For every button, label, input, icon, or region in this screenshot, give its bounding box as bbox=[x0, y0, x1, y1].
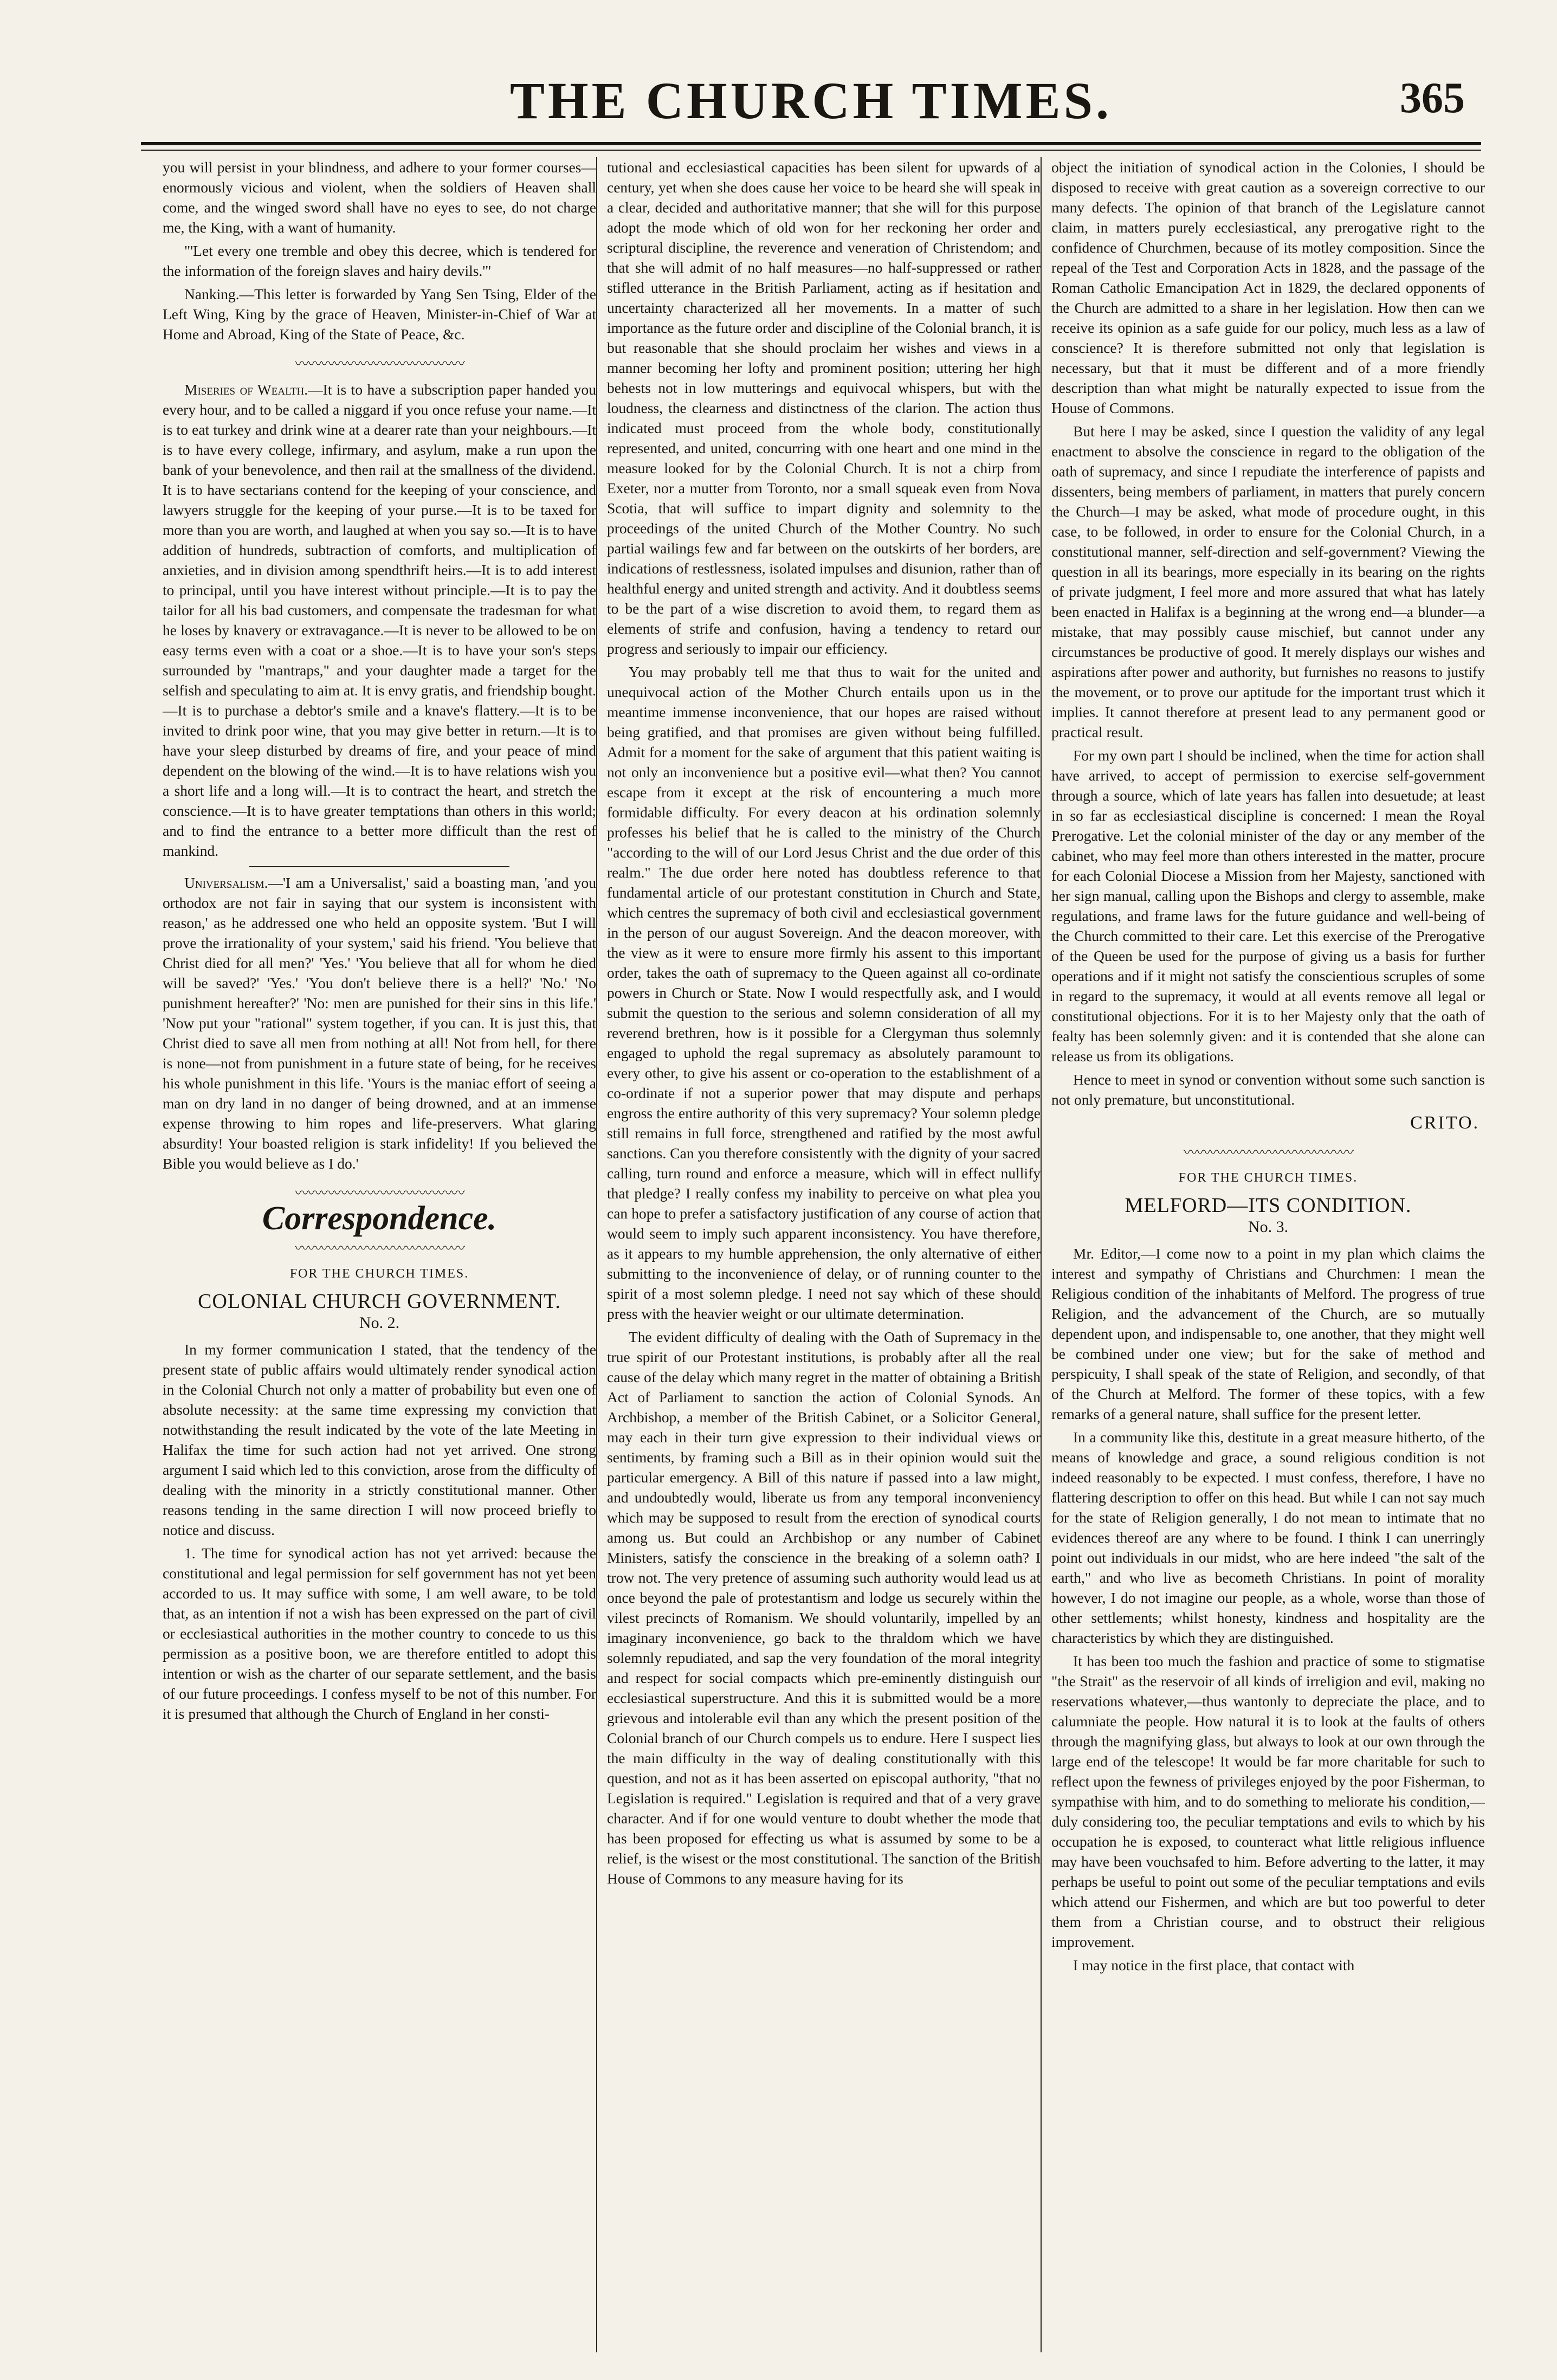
paragraph: tutional and ecclesiastical capacities has been silent for upwards of a century, yet when she does cause her voice to be heard she will speak in a clear, decided and authoritative manner; that she will for this purpose adopt the mode which of old won for her reckoning her order and scriptural discipline, the reverence and veneration of Christendom; and that she will admit of no half measures—no half-suppressed or rather stifled utterance in the British Parliament, acting as if hesitation and uncertainty characterized all her movements. In a matter of such importance as the future order and discipline of the Colonial branch, it is but reasonable that she should proclaim her wishes and views in a manner becoming her lofty and prominent position; uttering her high behests not in low mutterings and equivocal whispers, but with the loudness, the clearness and distinctness of the clarion. The action thus indicated must proceed from the whole body, constitutionally represented, and united, concurring with one heart and one mind in the measure looked for by the Colonial Church. It is not a chirp from Exeter, nor a mutter from Toronto, nor a small squeak even from Nova Scotia, that will suffice to impart dignity and solemnity to the proceedings of the united Church of the Mother Country. No such partial wailings few and far between on the outskirts of her borders, are indications of restlessness, isolated impulses and disunion, rather than of healthful energy and united strength and activity. And it doubtless seems to be the part of a wise discretion to avoid them, to regard them as elements of strife and confusion, having a tendency to retard our progress and seriously to impair our efficiency. bbox=[607, 159, 1041, 657]
column-divider bbox=[596, 157, 597, 2352]
paragraph: object the initiation of synodical action in the Colonies, I should be disposed to receive with great caution as a sovereign corrective to our many defects. The opinion of that branch of the Legislature cannot claim, in matters purely ecclesiastical, any prerogative right to the confidence of Churchmen, because of its motley composition. Since the repeal of the Test and Corporation Acts in 1828, and the passage of the Roman Catholic Emancipation Act in 1829, the declared opponents of the Church are admitted to a share in her legislation. How then can we receive its opinion as a safe guide for our policy, much less as a law of conscience? It is therefore submitted not only that legislation is necessary, but that it must be different and of a more friendly description than what might be naturally expected to issue from the House of Commons. bbox=[1051, 159, 1485, 416]
paragraph: Mr. Editor,—I come now to a point in my plan which claims the interest and sympathy of Christians and Churchmen: I mean the Religious condition of the inhabitants of Melford. The progress of true Religion, and the advancement of the Church, are so mutually dependent upon, and indispensable to, one another, that they might well be combined under one view; but for the sake of method and perspicuity, I shall speak of the state of Religion, and secondly, of that of the Church at Melford. The former of these topics, with a few remarks of a general nature, shall suffice for the present letter. bbox=[1051, 1245, 1485, 1422]
paragraph: Hence to meet in synod or convention without some such sanction is not only premature, but unconstitutional. bbox=[1051, 1071, 1485, 1108]
column-2 bbox=[607, 157, 1041, 2358]
paragraph-body: —It is to have a subscription paper handed you every hour, and to be called a niggard if you once refuse your name.—It is to eat turkey and drink wine at a dearer rate than your neighbours.—It is to have every college, infirmary, and asylum, make a run upon the bank of your benevolence, and then rail at the smallness of the dividend. It is to have sectarians contend for the keeping of your conscience, and lawyers struggle for the keeping of your purse.—It is to be taxed for more than you are worth, and laughed at when you say so.—It is to have addition of hundreds, subtraction of comforts, and multiplication of anxieties, and in division among spendthrift heirs.—It is to add interest to principal, until you have interest without principle.—It is to pay the tailor for all his bad customers, and compensate the tradesman for what he loses by knavery or extravagance.—It is never to be allowed to be on easy terms even with a coat or a shoe.—It is to have your son's steps surrounded by "mantraps," and your daughter made a target for the selfish and speculating to aim at. It is envy gratis, and friendship bought.—It is to purchase a debtor's smile and a knave's flattery.—It is to be invited to drink poor wine, that you may give better in return.—It is to have your sleep disturbed by dreams of fire, and your peace of mind dependent on the blowing of the wind.—It is to have relations wish you a short life and a long will.—It is to contract the heart, and stretch the conscience.—It is to have greater temptations than others in this world; and to find the entrance to a better more difficult than the rest of mankind. bbox=[163, 381, 596, 859]
for-line: FOR THE CHURCH TIMES. bbox=[1178, 1171, 1358, 1185]
for-line: FOR THE CHURCH TIMES. bbox=[289, 1267, 469, 1281]
paragraph bbox=[163, 379, 596, 861]
masthead bbox=[141, 70, 1481, 136]
wavy-divider: 〰〰〰〰〰〰〰〰〰〰〰〰〰 bbox=[294, 1241, 464, 1256]
run-in-title: Universalism. bbox=[184, 874, 268, 891]
article-number: No. 3. bbox=[1248, 1218, 1289, 1236]
divider bbox=[249, 866, 509, 867]
page-number: 365 bbox=[1400, 74, 1465, 122]
paragraph: In a community like this, destitute in a great measure hitherto, of the means of knowledge and grace, a sound religious condition is not indeed reasonably to be expected. I must confess, therefore, I have no flattering description to offer on this head. But while I can not say much for the state of Religion generally, I do not mean to intimate that no evidences thereof are any where to be found. I think I can unerringly point out individuals in our midst, who are here indeed "the salt of the earth," and who live as becometh Christians. In point of morality however, I do not imagine our people, as a whole, worse than those of other settlements; whilst honesty, kindness and hospitality are the characteristics by which they are distinguished. bbox=[1051, 1429, 1485, 1646]
paragraph: For my own part I should be inclined, when the time for action shall have arrived, to accept of permission to exercise self-government through a source, which of late years has fallen into desuetude; at least in so far as ecclesiastical discipline is concerned: I mean the Royal Prerogative. Let the colonial minister of the day or any member of the cabinet, who may feel more than others interested in the matter, procure for each Colonial Diocese a Mission from her Majesty, sanctioned with her sign manual, calling upon the Bishops and clergy to assemble, make regulations, and frame laws for the future guidance and well-being of the Church committed to their care. Let this exercise of the Prerogative of the Queen be used for the purpose of giving us a basis for further operations and if it might not satisfy the conscientious scruples of some in regard to the supremacy, it would at all events remove all legal or constitutional objections. For it is to her Majesty only that the oath of fealty has been solemnly given: and it is contended that she alone can release us from its obligations. bbox=[1051, 747, 1485, 1065]
article-title: COLONIAL CHURCH GOVERNMENT. bbox=[198, 1290, 561, 1313]
paragraph: I may notice in the first place, that contact with bbox=[1073, 1957, 1355, 1973]
column-1 bbox=[163, 157, 596, 2358]
paragraph-body: —'I am a Universalist,' said a boasting man, 'and you orthodox are not fair in saying that our system is inconsistent with reason,' as he addressed one who held an opposite system. 'But I will prove the irrationality of your system,' said his friend. 'You believe that Christ died for all men?' 'Yes.' 'You believe that all for whom he died will be saved?' 'Yes.' 'You don't believe there is a hell?' 'No.' 'No punishment hereafter?' 'No: men are punished for their sins in this life.' 'Now put your "rational" system together, if you can. It is just this, that Christ died to save all men from nothing at all! Not from hell, for there is none—not from punishment in a future state of being, for he receives his whole punishment in this life. 'Yours is the maniac effort of seeing a man on dry land in no danger of being drowned, and at an immense expense throwing to him ropes and life-preservers. What glaring absurdity! Your boasted religion is stark infidelity! If you believed the Bible you would believe as I do.' bbox=[163, 874, 596, 1172]
column-divider bbox=[1041, 157, 1042, 2352]
wavy-divider: 〰〰〰〰〰〰〰〰〰〰〰〰〰 bbox=[1183, 1145, 1353, 1160]
signature: CRITO. bbox=[1410, 1113, 1480, 1133]
run-in-title: Miseries of Wealth. bbox=[184, 381, 308, 398]
wavy-divider: 〰〰〰〰〰〰〰〰〰〰〰〰〰 bbox=[294, 1185, 464, 1201]
paragraph: But here I may be asked, since I question the validity of any legal enactment to absolve the conscience in regard to the obligation of the oath of supremacy, and since I repudiate the interference of papists and dissenters, being members of parliament, in matters that purely concern the Church—I may be asked, what mode of procedure ought, in this case, to be followed, in order to ensure for the Colonial Church, in a constitutional manner, self-direction and self-government? Viewing the question in all its bearings, more especially in its bearing on the rights of private judgment, I feel more and more assured that what has lately been enacted in Halifax is a beginning at the wrong end—a blunder—a mistake, that may possibly cause mischief, but cannot under any circumstances be productive of good. It merely displays our wishes and aspirations after power and authority, but furnishes no reasons to justify the movement, or to prove our aptitude for the important trust which it implies. It cannot therefore at present lead to any permanent good or practical result. bbox=[1051, 423, 1485, 740]
paragraph: The evident difficulty of dealing with the Oath of Supremacy in the true spirit of our Protestant institutions, is probably after all the real cause of the delay which many regret in the matter of obtaining a British Act of Parliament to sanction the action of Colonial Synods. An Archbishop, a member of the British Cabinet, or a Solicitor General, may each in their turn give expression to their individual views or sentiments, by framing such a Bill as in their opinion would suit the particular emergency. A Bill of this nature if passed into a law might, and undoubtedly would, liberate us from any temporal inconveniency which may be supposed to result from the erection of synodical courts among us. But could an Archbishop or any number of Cabinet Ministers, satisfy the conscience in the breaking of a solemn oath? I trow not. The very pretence of assuming such authority would lead us at once beyond the pale of protestantism and lodge us securely within the vilest precincts of Romanism. We should voluntarily, impelled by an imaginary inconvenience, go back to the thraldom which we have solemnly repudiated, and sap the very foundation of the moral integrity and respect for social compacts which pre-eminently distinguish our ecclesiastical superstructure. And this it is submitted would be a more grievous and intolerable evil than any which the present position of the Colonial branch of our Church compels us to endure. Here I suspect lies the main difficulty in the way of dealing constitutionally with this question, and not as it has been asserted on episcopal authority, "that no Legislation is required." Legislation is required and that of a very grave character. And if for one would venture to doubt whether the mode that has been proposed for effecting us what is assumed by some to be a relief, is the wisest or the most constitutional. The sanction of the British House of Commons to any measure having for its bbox=[607, 1328, 1041, 1887]
section-heading: Correspondence. bbox=[262, 1200, 497, 1237]
paragraph: "'Let every one tremble and obey this decree, which is tendered for the information of the foreign slaves and hairy devils.'" bbox=[163, 242, 596, 279]
article-number: No. 2. bbox=[359, 1314, 400, 1332]
paragraph: You may probably tell me that thus to wait for the united and unequivocal action of the Mother Church entails upon us in the meantime immense inconvenience, that our hopes are raised without being gratified, and that promises are given without being fulfilled. Admit for a moment for the sake of argument that this patient waiting is not only an inconvenience but a positive evil—what then? You cannot escape from it except at the risk of encountering a much more formidable difficulty. For every deacon at his ordination solemnly professes his belief that he is called to the ministry of the Church "according to the will of our Lord Jesus Christ and the due order of this realm." The due order here noted has doubtless reference to that fundamental article of our protestant constitution in Church and State, which centres the supremacy of both civil and ecclesiastical government in the person of our august Sovereign. And the deacon moreover, with the view as it were to ensure more firmly his assent to this important order, takes the oath of supremacy to the Queen against all co-ordinate powers in Church or State. Now I would respectfully ask, and I would submit the question to the serious and solemn consideration of all my reverend brethren, how is it possible for a Clergyman thus solemnly engaged to uphold the regal supremacy as absolutely paramount to every other, to give his assent or co-operation to the establishment of a co-ordinate if not a superior power that may dispute and perhaps engross the entire authority of this very supremacy? Your solemn pledge still remains in full force, strengthened and ratified by the most awful sanctions. Can you therefore consistently with the dignity of your sacred calling, turn round and enforce a measure, which will in effect nullify that pledge? I really confess my inability to perceive on what plea you can hope to prefer a satisfactory justification of any course of action that would seem to imply such apparent inconsistency. You have therefore, as it appears to my humble apprehension, the only alternative of either submitting to the inconvenience of delay, or of running counter to the spirit of a most solemn pledge. I need not say which of these should press with the heavier weight or our ultimate determination. bbox=[607, 663, 1041, 1322]
wavy-divider: 〰〰〰〰〰〰〰〰〰〰〰〰〰 bbox=[294, 356, 464, 372]
paragraph: It has been too much the fashion and practice of some to stigmatise "the Strait" as the reservoir of all kinds of irreligion and evil, making no reservations whatever,—thus wantonly to depreciate the place, and to calumniate the people. How natural it is to look at the faults of others through the magnifying glass, but always to look at our own through the large end of the telescope! It would be far more charitable for such to reflect upon the fewness of privileges enjoyed by the poor Fisherman, to sympathise with him, and to do something to meliorate his condition,—duly considering too, the peculiar temptations and evils to which by his occupation he is exposed, to counteract what little religious influence may have been vouchsafed to him. Before adverting to the latter, it may perhaps be useful to point out some of the peculiar temptations and evils which attend our Fishermen, and which are but too powerful to deter them from a Christian course, and to obstruct their religious improvement. bbox=[1051, 1653, 1485, 1950]
paragraph: 1. The time for synodical action has not yet arrived: because the constitutional and legal permission for self government has not yet been accorded to us. It may suffice with some, I am well aware, to be told that, as an intention if not a wish has been expressed on the part of civil or ecclesiastical authorities in the mother country to concede to us this permission as a positive boon, we are therefore entitled to adopt this intention or wish as the charter of our separate settlement, and the basis of our future proceedings. I confess myself to be not of this number. For it is presumed that although the Church of England in her consti- bbox=[163, 1545, 596, 1722]
paragraph: In my former communication I stated, that the tendency of the present state of public affairs would ultimately render synodical action in the Colonial Church not only a matter of probability but even one of absolute necessity: at the same time expressing my conviction that notwithstanding the result indicated by the vote of the late Meeting in Halifax the time for such action had not yet arrived. One strong argument I said which led to this conviction, arose from the difficulty of dealing with the minority in a strictly constitutional manner. Other reasons tending in the same direction I will now proceed briefly to notice and discuss. bbox=[163, 1341, 596, 1538]
paragraph: you will persist in your blindness, and adhere to your former courses—enormously vicious and violent, when the soldiers of Heaven shall come, and the winged sword shall have no eyes to see, do not charge me, the King, with a want of humanity. bbox=[163, 159, 596, 236]
paragraph: Nanking.—This letter is forwarded by Yang Sen Tsing, Elder of the Left Wing, King by the grace of Heaven, Minister-in-Chief of War at Home and Abroad, King of the State of Peace, &c. bbox=[163, 286, 596, 343]
paragraph bbox=[163, 873, 596, 1173]
header-rule bbox=[141, 142, 1481, 151]
column-3 bbox=[1051, 157, 1485, 2358]
page-title: THE CHURCH TIMES. bbox=[509, 72, 1113, 130]
article-title: MELFORD—ITS CONDITION. bbox=[1125, 1194, 1412, 1217]
